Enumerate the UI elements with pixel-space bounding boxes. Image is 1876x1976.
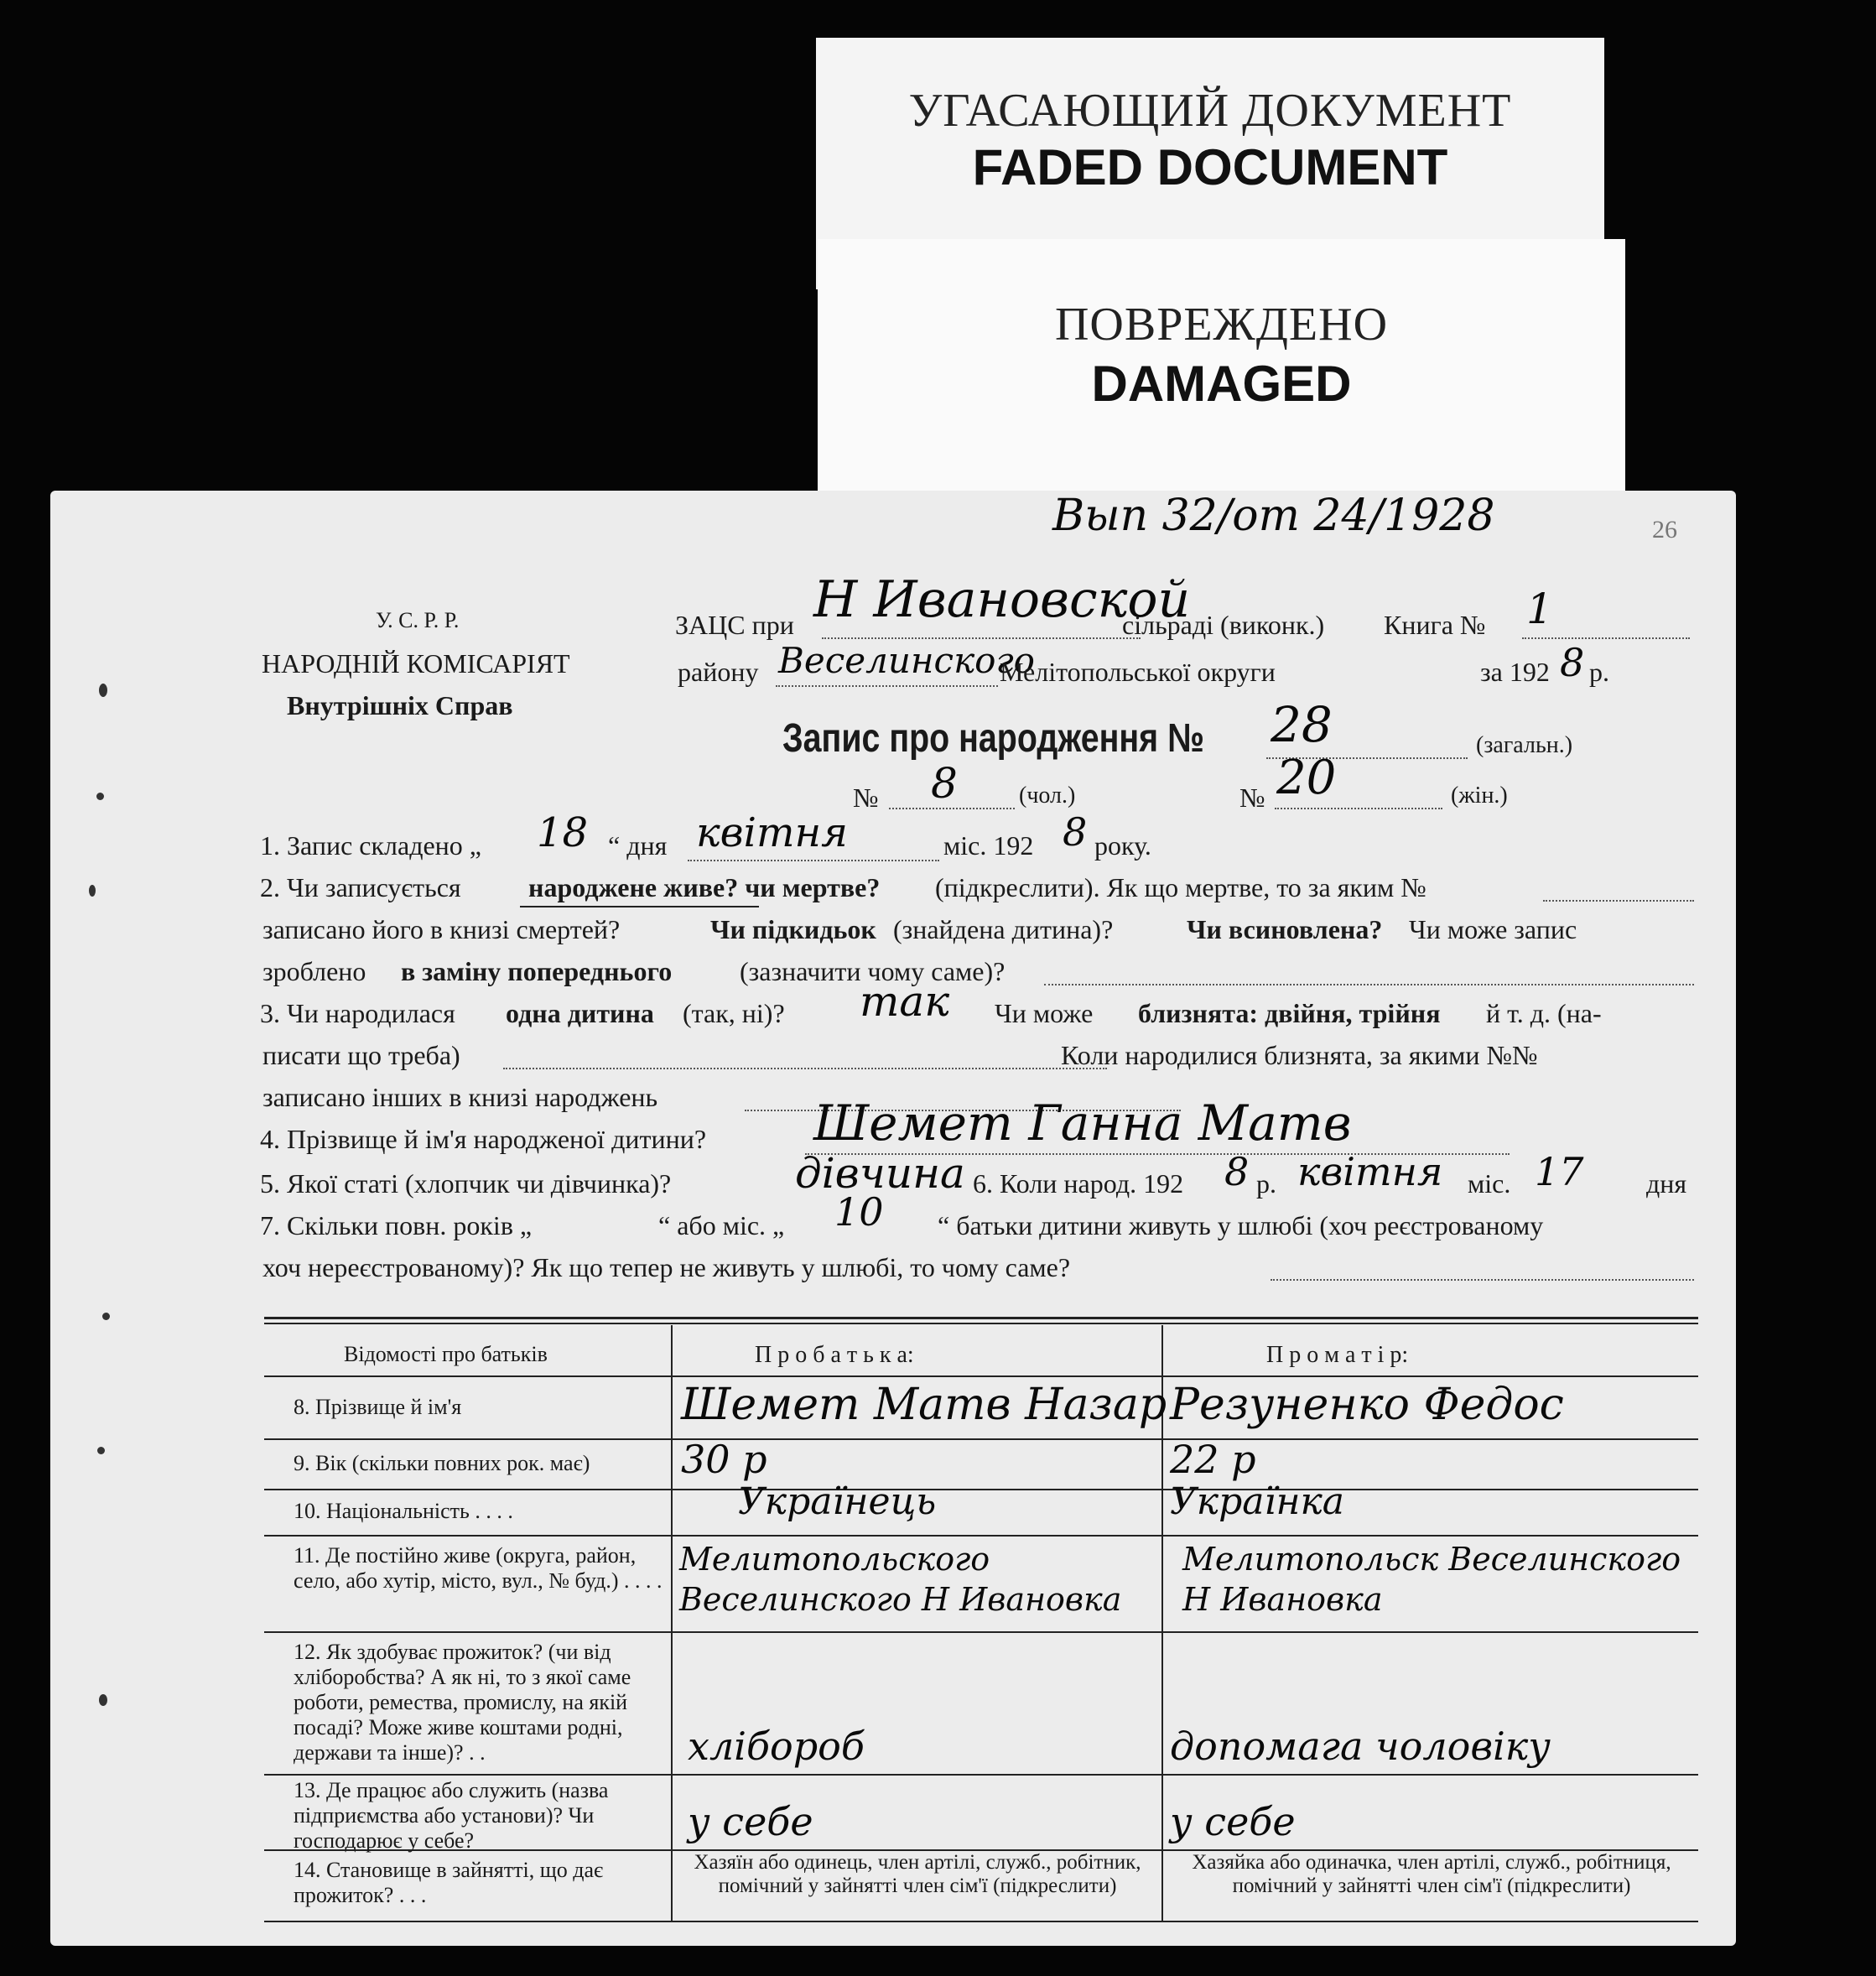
table-top-rule [264,1317,1698,1319]
item1-year-handwriting: 8 [1063,809,1088,855]
birth-record-sheet [50,491,1736,1946]
item7-handwriting: 10 [834,1189,884,1235]
item2-line3c: (зазначити чому саме)? [740,956,1006,986]
punch-hole [96,793,104,800]
zags-handwriting: Н Ивановской [813,570,1191,629]
col-header-mother: П р о м а т і р: [1266,1342,1409,1368]
item2-line2e: Чи може запис [1409,914,1577,944]
item2-line3-fill [1044,984,1694,985]
record-title: Запис про народження № [782,716,1204,761]
table-row-rule [264,1631,1698,1633]
book-fill-line [1522,637,1690,639]
father-age-handwriting: 30 р [681,1437,767,1482]
item3-handwriting: так [860,977,950,1026]
table-bottom-rule [264,1921,1698,1922]
item3-text-d: Чи може [995,998,1094,1028]
item3-text-f: й т. д. (на- [1486,998,1602,1028]
item3-text-b: одна дитина [506,998,654,1028]
table-row-rule [264,1375,1698,1377]
faded-label-en: FADED DOCUMENT [972,139,1448,195]
item6-day-handwriting: 17 [1535,1149,1584,1194]
item1-month-handwriting: квітня [696,809,848,856]
item1-text-d: року. [1094,830,1151,861]
item3-line2a: писати що треба) [262,1040,460,1070]
mother-livelihood-handwriting: допомага чоловіку [1170,1724,1551,1769]
mother-workplace-handwriting: у себе [1170,1799,1296,1844]
ministry-heading: Внутрішніх Справ [287,690,513,720]
table-row-rule [264,1438,1698,1440]
item7-text-c: “ батьки дитини живуть у шлюбі (хоч реєстрованому [938,1210,1544,1240]
item4-handwriting: Шемет Ганна Матв [813,1095,1352,1152]
item6-text-a: 6. Коли народ. 192 [973,1168,1184,1199]
item7-line2: хоч нереєстрованому)? Як що тепер не живуть у шлюбі, то чому саме? [262,1252,1071,1282]
father-residence-handwriting: Мелитопольского Веселинского Н Ивановка [679,1541,1122,1618]
item1-text-c: міс. 192 [943,830,1034,861]
table-row-rule [264,1489,1698,1490]
item2-fill-line [1543,900,1694,902]
female-number-prefix: № [1239,783,1265,813]
archive-annotation: Вып 32/от 24/1928 [1052,491,1495,541]
female-number-line [1275,808,1442,809]
damaged-document-label [818,239,1625,495]
faded-label-ru: УГАСАЮЩИЙ ДОКУМЕНТ [908,85,1512,137]
item1-text-b: “ дня [608,830,668,861]
item2-text-c: (підкреслити). Як що мертве, то за яким № [935,872,1426,902]
zags-fill-line [822,637,1141,639]
item3-line3: записано інших в книзі народжень [262,1082,658,1112]
record-number-handwriting: 28 [1271,696,1333,753]
item1-month-line [688,860,939,861]
district-fill-line [776,685,998,687]
item6-text-b: р. [1256,1168,1276,1199]
mother-employment-options: Хазяйка або одиначка, член артілі, служб., робітниця, помічний у зайнятті член сім'ї (підкреслити) [1192,1851,1671,1897]
row-label-nationality: 10. Національність . . . . [294,1499,513,1523]
item3-text-c: (так, ні)? [683,998,785,1028]
row-label-residence: 11. Де постійно живе (округа, район, село, або хутір, місто, вул., № буд.) . . . . [294,1543,663,1593]
father-nationality-handwriting: Українець [738,1480,937,1523]
table-top-rule-2 [264,1323,1698,1324]
male-number-handwriting: 8 [931,759,958,808]
general-label: (загальн.) [1476,732,1573,758]
book-handwriting: 1 [1526,585,1553,633]
row-label-age: 9. Вік (скільки повних рок. має) [294,1451,590,1475]
item2-underline [520,906,759,907]
item2-line3a: зроблено [262,956,366,986]
commissariat-heading: НАРОДНІЙ КОМІСАРІЯТ [262,648,570,679]
item2-line2a: записано його в книзі смертей? [262,914,621,944]
male-number-line [889,808,1015,809]
row-label-name: 8. Прізвище й ім'я [294,1395,462,1419]
punch-hole [97,1447,105,1454]
item2-line2b: Чи підкидьок [710,914,876,944]
row-label-livelihood: 12. Як здобуває прожиток? (чи від хліборобства? А як ні, то з якої саме роботи, ремества, промислу, на якій посаді? Може живе коштами родні, держави та інше)? . . [294,1640,631,1765]
punch-hole [102,1313,110,1320]
mother-nationality-handwriting: Українка [1170,1480,1345,1523]
item5-handwriting: дівчина [795,1149,965,1198]
item5-text: 5. Якої статі (хлопчик чи дівчинка)? [260,1168,672,1199]
ussr-heading: У. С. Р. Р. [376,608,460,632]
item2-text-a: 2. Чи записується [260,872,461,902]
father-name-handwriting: Шемет Матв Назар [681,1380,1167,1430]
item6-text-d: дня [1646,1168,1687,1199]
mother-age-handwriting: 22 р [1170,1437,1256,1482]
item1-day-handwriting: 18 [537,809,589,856]
punch-hole [99,684,107,697]
book-label: Книга № [1384,610,1486,640]
item6-text-c: міс. [1468,1168,1511,1199]
zags-prefix: ЗАЦС при [675,610,794,640]
damaged-label-en: DAMAGED [1091,356,1352,412]
item7-text-a: 7. Скільки повн. років „ [260,1210,533,1240]
okrug-text: Мелітопольської округи [1000,657,1276,687]
table-row-rule [264,1535,1698,1537]
row-label-employment-status: 14. Становище в зайнятті, що дає прожиток? . . . [294,1858,604,1907]
item2-line2d: Чи всиновлена? [1187,914,1383,944]
row-label-workplace: 13. Де працює або служить (назва підприємства або установи)? Чи господарює у себе? [294,1778,609,1853]
mother-name-handwriting: Резуненко Федос [1170,1380,1564,1430]
item1-text-a: 1. Запис складено „ [260,830,481,861]
district-prefix: району [678,657,759,687]
father-employment-options: Хазяїн або одинець, член артілі, служб., робітник, помічний у зайнятті член сім'ї (підкреслити) [694,1851,1141,1897]
col-header-info: Відомості про батьків [344,1342,548,1366]
item7-fill-line [1271,1279,1694,1281]
item4-text: 4. Прізвище й ім'я народженої дитини? [260,1124,707,1154]
col-header-father: П р о б а т ь к а: [755,1342,914,1368]
year-label: за 192 [1480,657,1550,687]
page-number: 26 [1652,516,1677,543]
damaged-label-ru: ПОВРЕЖДЕНО [1054,299,1389,351]
year-suffix: р. [1589,657,1609,687]
item3-line2-fill [503,1068,1107,1069]
female-label: (жін.) [1451,783,1508,809]
item2-line3b: в заміну попереднього [401,956,673,986]
male-label: (чол.) [1019,783,1076,809]
punch-hole [99,1694,107,1706]
item6-year-handwriting: 8 [1224,1149,1250,1194]
item7-text-b: “ або міс. „ [658,1210,785,1240]
punch-hole [89,885,96,897]
father-livelihood-handwriting: хлібороб [688,1724,865,1769]
item3-line2b: Коли народилися близнята, за якими №№ [1061,1040,1538,1070]
father-workplace-handwriting: у себе [688,1799,813,1844]
item2-text-b: народжене живе? чи мертве? [528,872,881,902]
zags-suffix: сільраді (виконк.) [1122,610,1325,640]
item3-text-a: 3. Чи народилася [260,998,455,1028]
item6-month-handwriting: квітня [1297,1149,1443,1194]
item3-text-e: близнята: двійня, трійня [1138,998,1441,1028]
district-handwriting: Веселинского [778,640,1035,681]
mother-residence-handwriting: Мелитопольск Веселинского Н Ивановка [1182,1541,1681,1618]
year-handwriting: 8 [1560,640,1585,685]
table-row-rule [264,1774,1698,1776]
female-number-handwriting: 20 [1276,751,1337,805]
table-col-divider [671,1325,673,1921]
item2-line2c: (знайдена дитина)? [893,914,1114,944]
male-number-prefix: № [853,783,879,813]
